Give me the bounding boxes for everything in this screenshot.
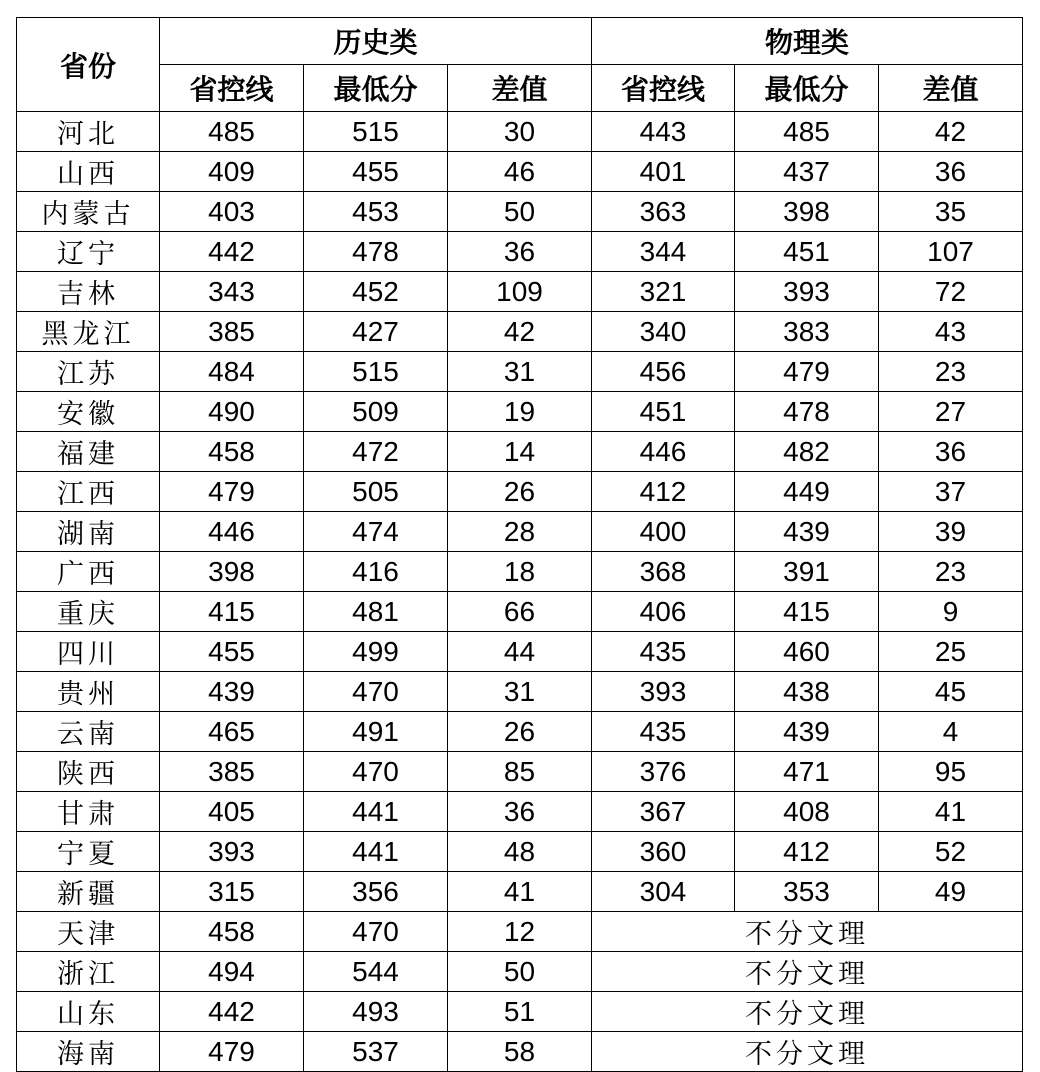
physics-note-cell: 不分文理 [592,1032,1023,1072]
history-control-line-cell: 484 [160,352,304,392]
physics-min-score-cell: 460 [735,632,879,672]
table-header [17,18,1023,112]
table-row [17,272,1023,312]
history-diff-cell: 66 [448,592,592,632]
province-cell: 广西 [17,552,160,592]
physics-note-cell: 不分文理 [592,992,1023,1032]
province-cell: 福建 [17,432,160,472]
physics-diff-cell: 25 [879,632,1023,672]
physics-diff-cell: 27 [879,392,1023,432]
physics-min-score-cell: 353 [735,872,879,912]
history-diff-cell: 50 [448,192,592,232]
province-cell: 山西 [17,152,160,192]
province-cell: 宁夏 [17,832,160,872]
history-control-line-cell: 385 [160,752,304,792]
header-row-columns [17,65,1023,112]
physics-min-score-cell: 482 [735,432,879,472]
physics-min-score-cell: 478 [735,392,879,432]
physics-control-line-cell: 363 [592,192,735,232]
physics-diff-cell: 49 [879,872,1023,912]
table-row [17,552,1023,592]
physics-note-cell: 不分文理 [592,912,1023,952]
history-diff-cell: 18 [448,552,592,592]
history-min-score-cell: 470 [304,752,448,792]
province-cell: 内蒙古 [17,192,160,232]
history-min-score-cell: 499 [304,632,448,672]
history-min-score-cell: 472 [304,432,448,472]
physics-min-score-cell: 471 [735,752,879,792]
province-cell: 陕西 [17,752,160,792]
physics-control-line-cell: 401 [592,152,735,192]
physics-control-line-cell: 400 [592,512,735,552]
history-diff-cell: 36 [448,792,592,832]
history-control-line-cell: 485 [160,112,304,152]
table-row [17,672,1023,712]
physics-min-score-cell: 439 [735,512,879,552]
history-min-score-cell: 474 [304,512,448,552]
province-cell: 新疆 [17,872,160,912]
physics-min-score-cell: 412 [735,832,879,872]
physics-diff-cell: 95 [879,752,1023,792]
score-table [16,17,1023,1072]
physics-control-line-cell: 451 [592,392,735,432]
physics-control-line-cell: 376 [592,752,735,792]
history-min-score-cell: 441 [304,832,448,872]
table-row [17,992,1023,1032]
physics-min-score-cell: 415 [735,592,879,632]
physics-control-line-cell: 446 [592,432,735,472]
physics-diff-cell: 37 [879,472,1023,512]
province-cell: 海南 [17,1032,160,1072]
physics-control-line-header: 省控线 [592,65,735,112]
history-diff-cell: 30 [448,112,592,152]
physics-diff-cell: 4 [879,712,1023,752]
history-min-score-header: 最低分 [304,65,448,112]
history-diff-cell: 26 [448,712,592,752]
history-diff-cell: 42 [448,312,592,352]
physics-min-score-cell: 437 [735,152,879,192]
table-row [17,872,1023,912]
history-control-line-cell: 343 [160,272,304,312]
history-min-score-cell: 470 [304,912,448,952]
physics-control-line-cell: 435 [592,712,735,752]
history-min-score-cell: 544 [304,952,448,992]
history-diff-cell: 36 [448,232,592,272]
physics-diff-cell: 45 [879,672,1023,712]
history-control-line-cell: 490 [160,392,304,432]
table-row [17,592,1023,632]
table-row [17,752,1023,792]
history-control-line-cell: 442 [160,992,304,1032]
history-control-line-cell: 442 [160,232,304,272]
history-diff-cell: 14 [448,432,592,472]
physics-min-score-cell: 451 [735,232,879,272]
history-diff-cell: 58 [448,1032,592,1072]
history-min-score-cell: 455 [304,152,448,192]
history-control-line-cell: 439 [160,672,304,712]
history-control-line-cell: 458 [160,432,304,472]
history-control-line-cell: 403 [160,192,304,232]
history-control-line-cell: 479 [160,1032,304,1072]
physics-min-score-cell: 408 [735,792,879,832]
physics-control-line-cell: 321 [592,272,735,312]
table-row [17,312,1023,352]
physics-diff-cell: 107 [879,232,1023,272]
history-control-line-cell: 494 [160,952,304,992]
history-group-header: 历史类 [160,18,592,65]
table-row [17,632,1023,672]
history-control-line-cell: 446 [160,512,304,552]
province-cell: 甘肃 [17,792,160,832]
table-row [17,832,1023,872]
physics-min-score-cell: 485 [735,112,879,152]
history-diff-cell: 41 [448,872,592,912]
province-cell: 湖南 [17,512,160,552]
table-row [17,392,1023,432]
history-min-score-cell: 453 [304,192,448,232]
history-min-score-cell: 441 [304,792,448,832]
physics-min-score-cell: 398 [735,192,879,232]
province-cell: 江苏 [17,352,160,392]
physics-diff-cell: 52 [879,832,1023,872]
history-min-score-cell: 515 [304,112,448,152]
physics-min-score-cell: 393 [735,272,879,312]
history-min-score-cell: 491 [304,712,448,752]
history-diff-header: 差值 [448,65,592,112]
physics-diff-cell: 43 [879,312,1023,352]
physics-diff-cell: 36 [879,432,1023,472]
physics-diff-cell: 39 [879,512,1023,552]
physics-control-line-cell: 360 [592,832,735,872]
history-control-line-cell: 409 [160,152,304,192]
physics-diff-cell: 36 [879,152,1023,192]
province-cell: 重庆 [17,592,160,632]
province-cell: 河北 [17,112,160,152]
physics-diff-cell: 35 [879,192,1023,232]
physics-diff-cell: 23 [879,552,1023,592]
history-diff-cell: 26 [448,472,592,512]
history-min-score-cell: 470 [304,672,448,712]
physics-control-line-cell: 443 [592,112,735,152]
history-control-line-cell: 385 [160,312,304,352]
history-diff-cell: 19 [448,392,592,432]
history-diff-cell: 109 [448,272,592,312]
history-diff-cell: 31 [448,672,592,712]
history-min-score-cell: 416 [304,552,448,592]
province-cell: 云南 [17,712,160,752]
history-control-line-cell: 479 [160,472,304,512]
province-cell: 天津 [17,912,160,952]
table-body [17,112,1023,1072]
physics-control-line-cell: 393 [592,672,735,712]
physics-diff-cell: 23 [879,352,1023,392]
province-cell: 贵州 [17,672,160,712]
history-control-line-cell: 405 [160,792,304,832]
history-min-score-cell: 505 [304,472,448,512]
province-cell: 浙江 [17,952,160,992]
physics-control-line-cell: 304 [592,872,735,912]
history-control-line-cell: 393 [160,832,304,872]
province-cell: 江西 [17,472,160,512]
physics-diff-header: 差值 [879,65,1023,112]
history-min-score-cell: 481 [304,592,448,632]
physics-min-score-cell: 391 [735,552,879,592]
province-cell: 吉林 [17,272,160,312]
physics-group-header: 物理类 [592,18,1023,65]
province-cell: 安徽 [17,392,160,432]
province-cell: 辽宁 [17,232,160,272]
history-control-line-cell: 415 [160,592,304,632]
physics-control-line-cell: 340 [592,312,735,352]
history-diff-cell: 44 [448,632,592,672]
history-diff-cell: 51 [448,992,592,1032]
history-min-score-cell: 493 [304,992,448,1032]
history-min-score-cell: 509 [304,392,448,432]
history-min-score-cell: 478 [304,232,448,272]
table-row [17,432,1023,472]
table-row [17,712,1023,752]
table-row [17,952,1023,992]
history-control-line-header: 省控线 [160,65,304,112]
table-row [17,792,1023,832]
physics-min-score-header: 最低分 [735,65,879,112]
table-row [17,1032,1023,1072]
table-row [17,112,1023,152]
history-diff-cell: 50 [448,952,592,992]
province-cell: 山东 [17,992,160,1032]
physics-control-line-cell: 456 [592,352,735,392]
physics-control-line-cell: 368 [592,552,735,592]
history-diff-cell: 12 [448,912,592,952]
province-cell: 黑龙江 [17,312,160,352]
history-diff-cell: 85 [448,752,592,792]
history-min-score-cell: 452 [304,272,448,312]
history-diff-cell: 31 [448,352,592,392]
physics-control-line-cell: 435 [592,632,735,672]
province-header: 省份 [17,18,160,112]
physics-diff-cell: 42 [879,112,1023,152]
history-min-score-cell: 537 [304,1032,448,1072]
physics-diff-cell: 72 [879,272,1023,312]
history-control-line-cell: 315 [160,872,304,912]
physics-min-score-cell: 479 [735,352,879,392]
physics-diff-cell: 9 [879,592,1023,632]
history-control-line-cell: 398 [160,552,304,592]
physics-control-line-cell: 412 [592,472,735,512]
table-row [17,912,1023,952]
history-min-score-cell: 427 [304,312,448,352]
history-diff-cell: 28 [448,512,592,552]
physics-min-score-cell: 439 [735,712,879,752]
table-row [17,472,1023,512]
physics-min-score-cell: 449 [735,472,879,512]
province-cell: 四川 [17,632,160,672]
history-diff-cell: 48 [448,832,592,872]
history-min-score-cell: 515 [304,352,448,392]
header-row-groups [17,18,1023,65]
physics-control-line-cell: 344 [592,232,735,272]
history-diff-cell: 46 [448,152,592,192]
table-row [17,352,1023,392]
history-control-line-cell: 465 [160,712,304,752]
physics-control-line-cell: 367 [592,792,735,832]
table-row [17,232,1023,272]
physics-control-line-cell: 406 [592,592,735,632]
history-control-line-cell: 458 [160,912,304,952]
table-row [17,192,1023,232]
table-row [17,152,1023,192]
history-min-score-cell: 356 [304,872,448,912]
physics-min-score-cell: 383 [735,312,879,352]
physics-diff-cell: 41 [879,792,1023,832]
history-control-line-cell: 455 [160,632,304,672]
physics-note-cell: 不分文理 [592,952,1023,992]
physics-min-score-cell: 438 [735,672,879,712]
table-row [17,512,1023,552]
